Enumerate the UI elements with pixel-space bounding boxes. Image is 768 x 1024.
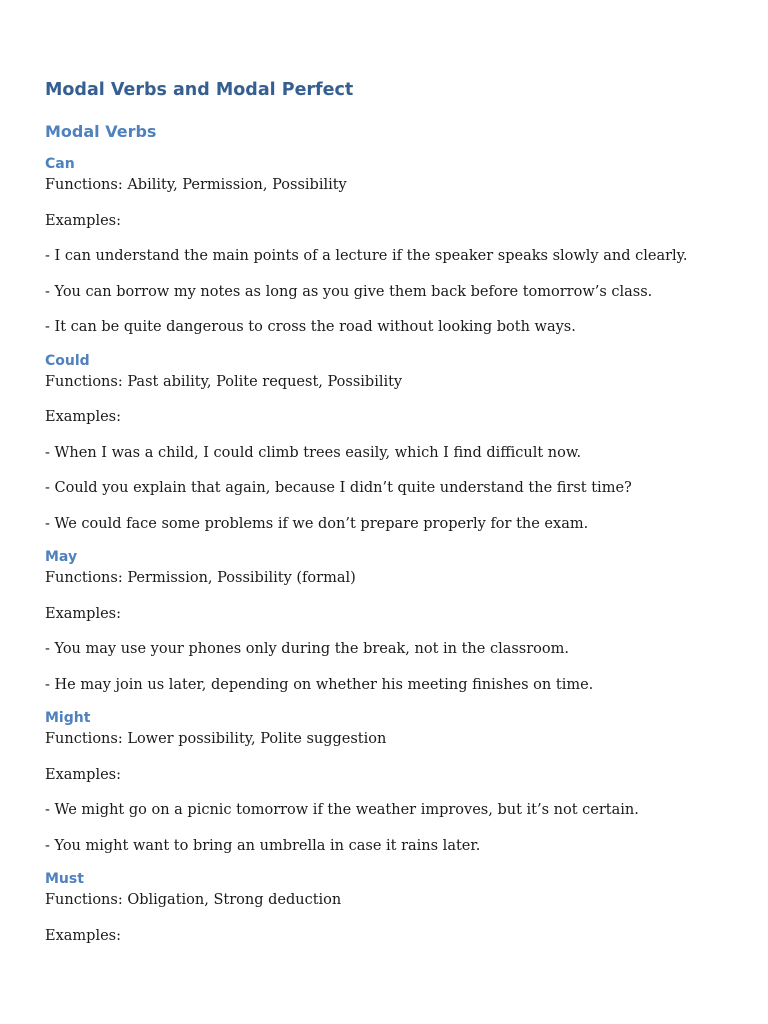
functions-line: Functions: Lower possibility, Polite suggestion	[45, 731, 387, 747]
example-line: - You can borrow my notes as long as you give them back before tomorrow’s class.	[45, 283, 653, 300]
example-line: - When I was a child, I could climb trees easily, which I find difficult now.	[45, 444, 582, 461]
section-heading: Modal Verbs	[45, 122, 157, 141]
example-line: - We could face some problems if we don’t prepare properly for the exam.	[45, 515, 589, 532]
examples-label: Examples:	[45, 409, 121, 425]
functions-line: Functions: Obligation, Strong deduction	[45, 892, 342, 908]
examples-label: Examples:	[45, 766, 121, 783]
example-line: - He may join us later, depending on whether his meeting finishes on time.	[45, 676, 594, 693]
document-body	[45, 78, 745, 960]
example-line: - We might go on a picnic tomorrow if the weather improves, but it’s not certain.	[45, 802, 639, 818]
example-line: - Could you explain that again, because I didn’t quite understand the first time?	[45, 480, 632, 496]
examples-label: Examples:	[45, 927, 121, 944]
verb-section-might	[45, 708, 745, 857]
functions-line: Functions: Permission, Possibility (formal)	[45, 570, 356, 586]
example-line: - You may use your phones only during the break, not in the classroom.	[45, 641, 569, 657]
verb-section-must	[45, 869, 745, 947]
verb-section-can	[45, 154, 745, 338]
document-title: Modal Verbs and Modal Perfect	[45, 80, 354, 100]
verb-heading: May	[45, 549, 78, 565]
verb-heading: Could	[45, 352, 90, 369]
verb-heading: Can	[45, 156, 75, 172]
example-line: - It can be quite dangerous to cross the road without looking both ways.	[45, 319, 576, 335]
examples-label: Examples:	[45, 605, 121, 622]
functions-line: Functions: Ability, Permission, Possibility	[45, 177, 347, 193]
functions-line: Functions: Past ability, Polite request, Possibility	[45, 373, 403, 390]
examples-label: Examples:	[45, 212, 121, 229]
verb-section-could	[45, 351, 745, 535]
verb-heading: Must	[45, 871, 84, 887]
verb-heading: Might	[45, 710, 91, 726]
example-line: - You might want to bring an umbrella in case it rains later.	[45, 837, 481, 854]
verb-section-may	[45, 547, 745, 696]
example-line: - I can understand the main points of a lecture if the speaker speaks slowly and clearly.	[45, 248, 688, 264]
